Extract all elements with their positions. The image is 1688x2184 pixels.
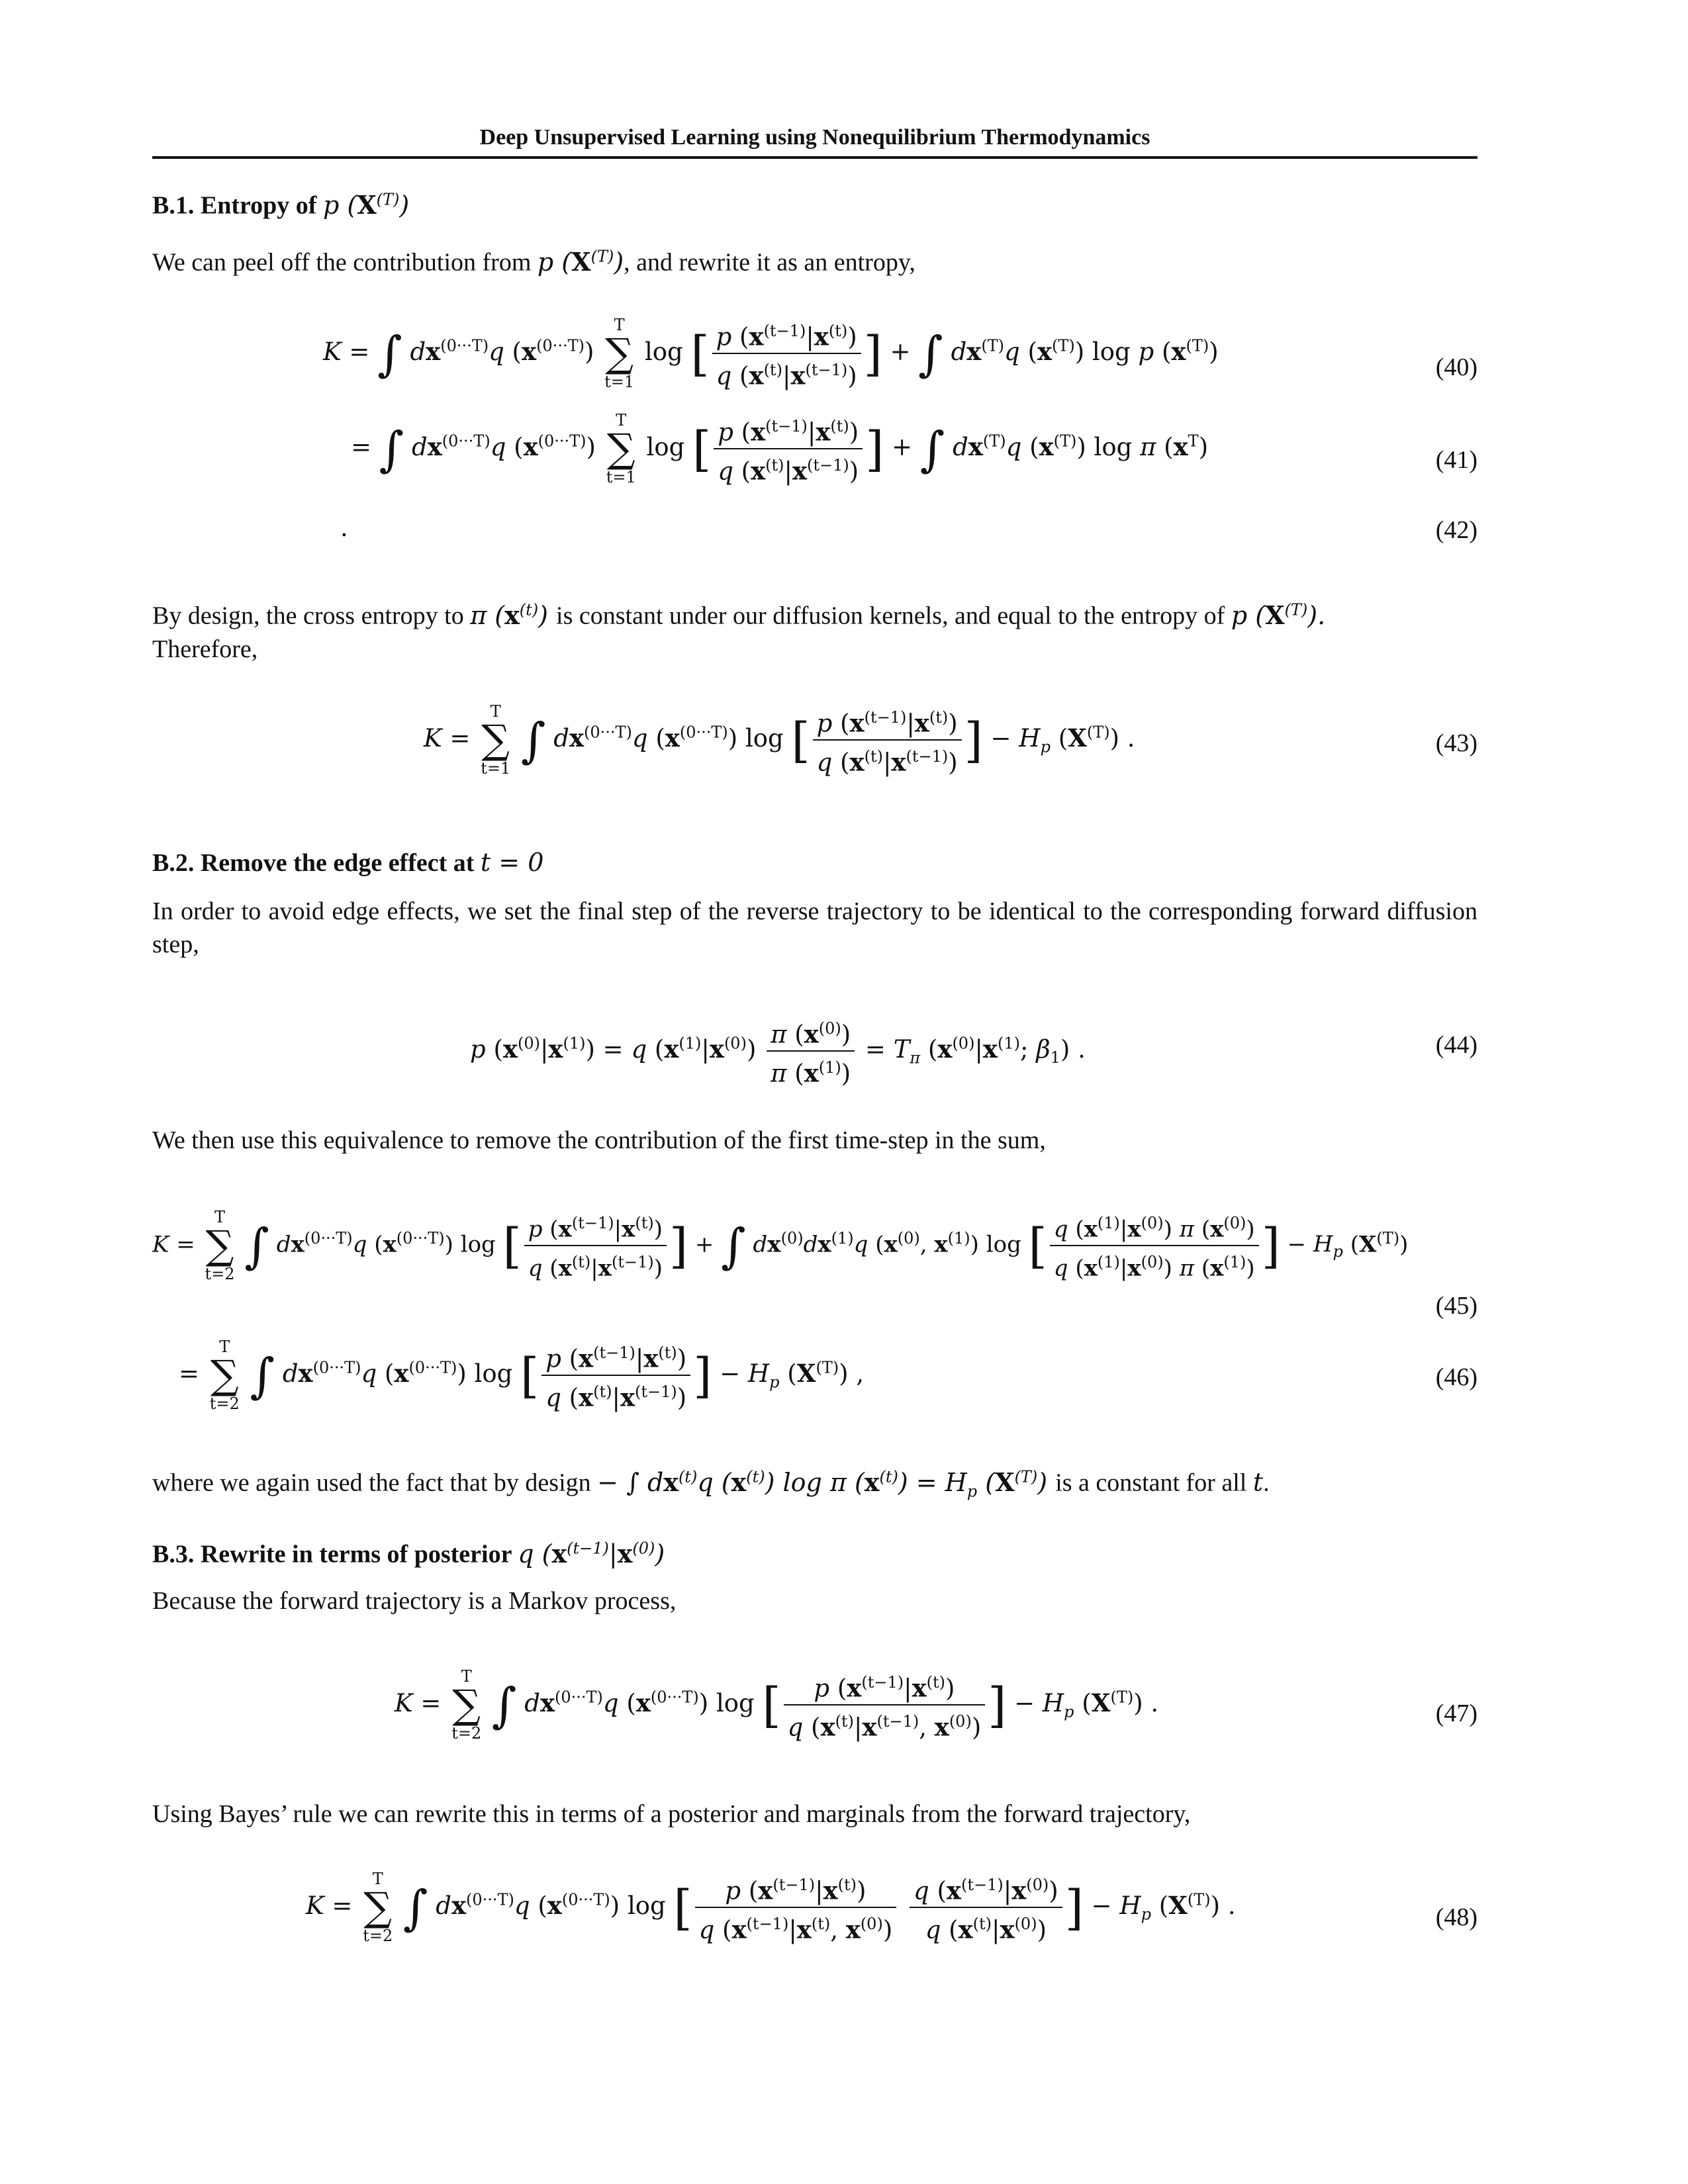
equation-44: p $(x^{(0)}|x^{(1)}) = q$ $(x^{(1)}|x^{(0)})$ $\frac{\pi (x^{(0)})}{\pi (x^{(1)})}$ = $T_\pi$ ($x^{(0)}|x^{(1)}$; $\beta_1$) . [470, 1014, 1086, 1089]
text-run: By design, the cross entropy to [152, 602, 464, 630]
text-run: We can peel off the contribution from [152, 248, 532, 277]
text-run: is constant under our diffusion kernels, and equal to the entropy of [556, 602, 1225, 630]
inline-math: − ∫ $dx^{(t)}q$ $(x^{(t)})$ log π $(x^{(t)}) = H_p$ $(X^{(T)})$ [597, 1467, 1056, 1501]
equation-40: K = ∫ $dx^{(0\cdot\cdot\cdot T)}q$ $(x^{(0\cdot\cdot\cdot T)})$ T ∑ t=1 log [ $\frac{p (x^{(t-1)}|x^{(t)})}{q (x^{(t)}|x^{(t-1)})}$ ] + ∫ $dx^{(T)}q$ $(x^{(T)})$ log p $(x^{(T)})$ [323, 316, 1219, 392]
text-run: is a constant for all [1055, 1469, 1247, 1497]
section-heading-b1 [152, 184, 409, 221]
equation-number: (41) [1435, 446, 1477, 474]
equation-number: (44) [1435, 1031, 1477, 1059]
equation-45: K = T ∑ t=2 ∫ $dx^{(0\cdot\cdot\cdot T)}q$ $(x^{(0\cdot\cdot\cdot T)})$ log [ $\frac{p (x^{(t-1)}|x^{(t)})}{q (x^{(t)}|x^{(t-1)})}$ ] + ∫ $dx^{(0)}dx^{(1)}q$ ($x^{(0)}$, $x^{(1)}$) log [ $\frac{q (x^{(1)}|x^{(0)}) \pi (x^{(0)})}{q (x^{(1)}|x^{(0)}) \pi (x^{(1)})}$ ] − $H_p$ $(X^{(T)})$ [152, 1208, 1409, 1284]
equation-47: K = T ∑ t=2 ∫ $dx^{(0\cdot\cdot\cdot T)}q$ $(x^{(0\cdot\cdot\cdot T)})$ log [ $\frac{p (x^{(t-1)}|x^{(t)})}{q (x^{(t)}|x^{(t-1)}, x^{(0)})}$ ] − $H_p$ $(X^{(T)})$ . [395, 1667, 1159, 1743]
running-title: Deep Unsupervised Learning using Nonequilibrium Thermodynamics [479, 125, 1150, 150]
inline-math: p $(X^{(T)})$ [537, 246, 624, 277]
equation-number: (46) [1435, 1363, 1477, 1391]
equation-number: (45) [1435, 1292, 1477, 1320]
equation-number: (42) [1435, 516, 1477, 544]
inline-math: π $(x^{(t)})$ [470, 600, 557, 630]
equation-46: = T ∑ t=2 ∫ $dx^{(0\cdot\cdot\cdot T)}q$ $(x^{(0\cdot\cdot\cdot T)})$ log [ $\frac{p (x^{(t-1)}|x^{(t)})}{q (x^{(t)}|x^{(t-1)})}$ ] − $H_p$ $(X^{(T)})$ , [179, 1338, 865, 1414]
section-title: B.2. Remove the edge effect at [152, 849, 475, 877]
paragraph [152, 240, 1477, 279]
equation-41: = ∫ $dx^{(0\cdot\cdot\cdot T)}q$ $(x^{(0\cdot\cdot\cdot T)})$ T ∑ t=1 log [ $\frac{p (x^{(t-1)}|x^{(t)})}{q (x^{(t)}|x^{(t-1)})}$ ] + ∫ $dx^{(T)}q$ $(x^{(T)})$ log π $(x^T)$ [351, 411, 1209, 487]
equation-number: (40) [1435, 353, 1477, 381]
section-heading-b3 [152, 1533, 665, 1570]
paragraph: We then use this equivalence to remove the contribution of the first time-step in the sum, [152, 1126, 1046, 1154]
paragraph: Using Bayes’ rule we can rewrite this in terms of a posterior and marginals from the forward trajectory, [152, 1800, 1191, 1828]
section-title: B.1. Entropy of [152, 191, 317, 220]
paragraph: Because the forward trajectory is a Markov process, [152, 1587, 677, 1615]
equation-42: . [340, 514, 348, 542]
section-math: t = 0 [480, 848, 544, 877]
paragraph: where we again used the fact that by design − ∫ $dx^{(t)}q$ $(x^{(t)})$ log π $(x^{(t)}) = H_p$ $(X^{(T)})$ is a constant for all t. [152, 1467, 1270, 1501]
equation-number: (43) [1435, 729, 1477, 757]
paragraph: In order to avoid edge effects, we set the final step of the reverse trajectory to be identical to the corresponding forward diffusion step, [152, 897, 1477, 958]
paragraph [152, 593, 1477, 666]
text-run: Therefore, [152, 635, 258, 663]
section-math: q $(x^{(t-1)}|x^{(0)})$ [518, 1538, 665, 1569]
inline-math: p $(X^{(T)})$. [1231, 600, 1326, 630]
section-math: p $(X^{(T)})$ [322, 189, 410, 220]
equation-number: (48) [1435, 1903, 1477, 1931]
inline-math: t [1252, 1467, 1264, 1497]
text-run: , and rewrite it as an entropy, [624, 248, 915, 277]
equation-48: K = T ∑ t=2 ∫ $dx^{(0\cdot\cdot\cdot T)}q$ $(x^{(0\cdot\cdot\cdot T)})$ log [ $\frac{p (x^{(t-1)}|x^{(t)})}{q (x^{(t-1)}|x^{(t)}, x^{(0)})}$ $\frac{q (x^{(t-1)}|x^{(0)})}{q (x^{(t)}|x^{(0)})}$ ] − $H_p$ $(X^{(T)})$ . [306, 1870, 1236, 1946]
equation-number: (47) [1435, 1700, 1477, 1727]
header-rule [152, 156, 1477, 159]
section-heading-b2 [152, 847, 543, 878]
equation-43: K = T ∑ t=1 ∫ $dx^{(0\cdot\cdot\cdot T)}q$ $(x^{(0\cdot\cdot\cdot T)})$ log [ $\frac{p (x^{(t-1)}|x^{(t)})}{q (x^{(t)}|x^{(t-1)})}$ ] − $H_p$ $(X^{(T)})$ . [424, 702, 1135, 778]
section-title: B.3. Rewrite in terms of posterior [152, 1540, 512, 1569]
text-run: where we again used the fact that by design [152, 1469, 591, 1497]
